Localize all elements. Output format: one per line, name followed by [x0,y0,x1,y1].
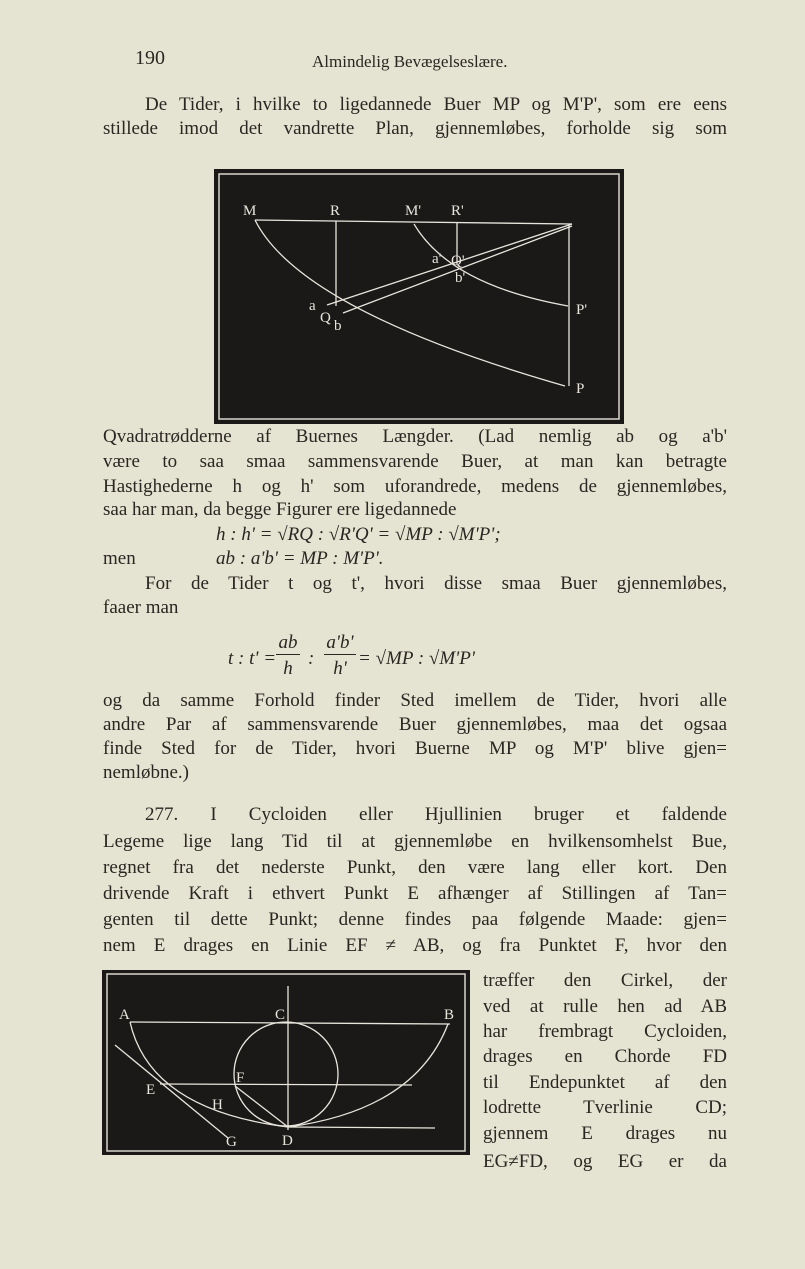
label-E: E [146,1082,156,1098]
formula-rhs: = √MP : √M'P' [358,648,475,669]
formula-velocity-ratio: h : h' = √RQ : √R'Q' = √MP : √M'P'; [216,524,501,545]
text-line: Hastighederne h og h' som uforandrede, medens de gjennemløbes, [103,476,727,497]
formula-colon: : [308,648,315,669]
label-G: G [226,1134,237,1150]
text-line: gjennem E drages nu [483,1123,727,1144]
text-line: faaer man [103,597,179,618]
text-line: De Tider, i hvilke to ligedannede Buer MP og M'P', som ere eens [145,94,727,115]
label-Q-prime: Q' [451,253,465,269]
text-line: nemløbne.) [103,762,190,783]
label-C: C [275,1007,286,1023]
label-a-prime: a' [432,251,442,267]
label-H: H [212,1097,223,1113]
label-a: a [309,298,316,314]
label-b-prime: b' [455,270,466,286]
text-line: drages en Chorde FD [483,1046,727,1067]
label-P-prime: P' [576,302,588,318]
label-Q: Q [320,310,331,326]
text-line: EG≠FD, og EG er da [483,1151,727,1172]
text-line: drivende Kraft i ethvert Punkt E afhænger af Stillingen af Tan= [103,883,727,904]
text-line: ved at rulle hen ad AB [483,996,727,1017]
text-line: træffer den Cirkel, der [483,970,727,991]
formula-arc-ratio: ab : a'b' = MP : M'P'. [216,548,384,569]
text-line: lodrette Tverlinie CD; [483,1097,727,1118]
page-number: 190 [135,47,165,69]
fraction-numerator: a'b' [324,632,356,655]
text-line: og da samme Forhold finder Sted imellem de Tider, hvori alle [103,690,727,711]
text-line: nem E drages en Linie EF ≠ AB, og fra Punktet F, hvor den [103,935,727,956]
figure-1 [214,169,624,424]
label-M-prime: M' [405,203,422,219]
label-M: M [243,203,257,219]
text-line: finde Sted for de Tider, hvori Buerne MP og M'P' blive gjen= [103,738,727,759]
label-D: D [282,1133,293,1149]
fraction-denominator: h' [333,658,347,679]
text-line: Qvadratrødderne af Buernes Længder. (Lad nemlig ab og a'b' [103,426,727,447]
label-R: R [330,203,341,219]
text-line: andre Par af sammensvarende Buer gjennemløbes, maa det ogsaa [103,714,727,735]
text-line: har frembragt Cycloiden, [483,1021,727,1042]
label-A: A [119,1007,130,1023]
label-b: b [334,318,342,334]
text-line: 277. I Cycloiden eller Hjullinien bruger et faldende [145,804,727,825]
label-F: F [236,1070,245,1086]
text-line: genten til dette Punkt; denne findes paa følgende Maade: gjen= [103,909,727,930]
text-line: til Endepunktet af den [483,1072,727,1093]
label-B: B [444,1007,455,1023]
fraction-numerator: ab [276,632,300,655]
text-line: For de Tider t og t', hvori disse smaa Buer gjennemløbes, [145,573,727,594]
running-title: Almindelig Bevægelseslære. [312,52,508,71]
formula-lhs: t : t' = [228,648,277,669]
figure-2 [102,970,470,1155]
fraction-denominator: h [283,658,293,679]
text-line: regnet fra det nederste Punkt, den være lang eller kort. Den [103,857,727,878]
text-line: Legeme lige lang Tid til at gjennemløbe en hvilkensomhelst Bue, [103,831,727,852]
label-R-prime: R' [451,203,464,219]
text-line: stillede imod det vandrette Plan, gjennemløbes, forholde sig som [103,118,727,139]
label-P: P [576,381,585,397]
text-line: være to saa smaa sammensvarende Buer, at man kan betragte [103,451,727,472]
text-line: saa har man, da begge Figurer ere ligedannede [103,499,457,520]
text-men: men [103,548,136,569]
